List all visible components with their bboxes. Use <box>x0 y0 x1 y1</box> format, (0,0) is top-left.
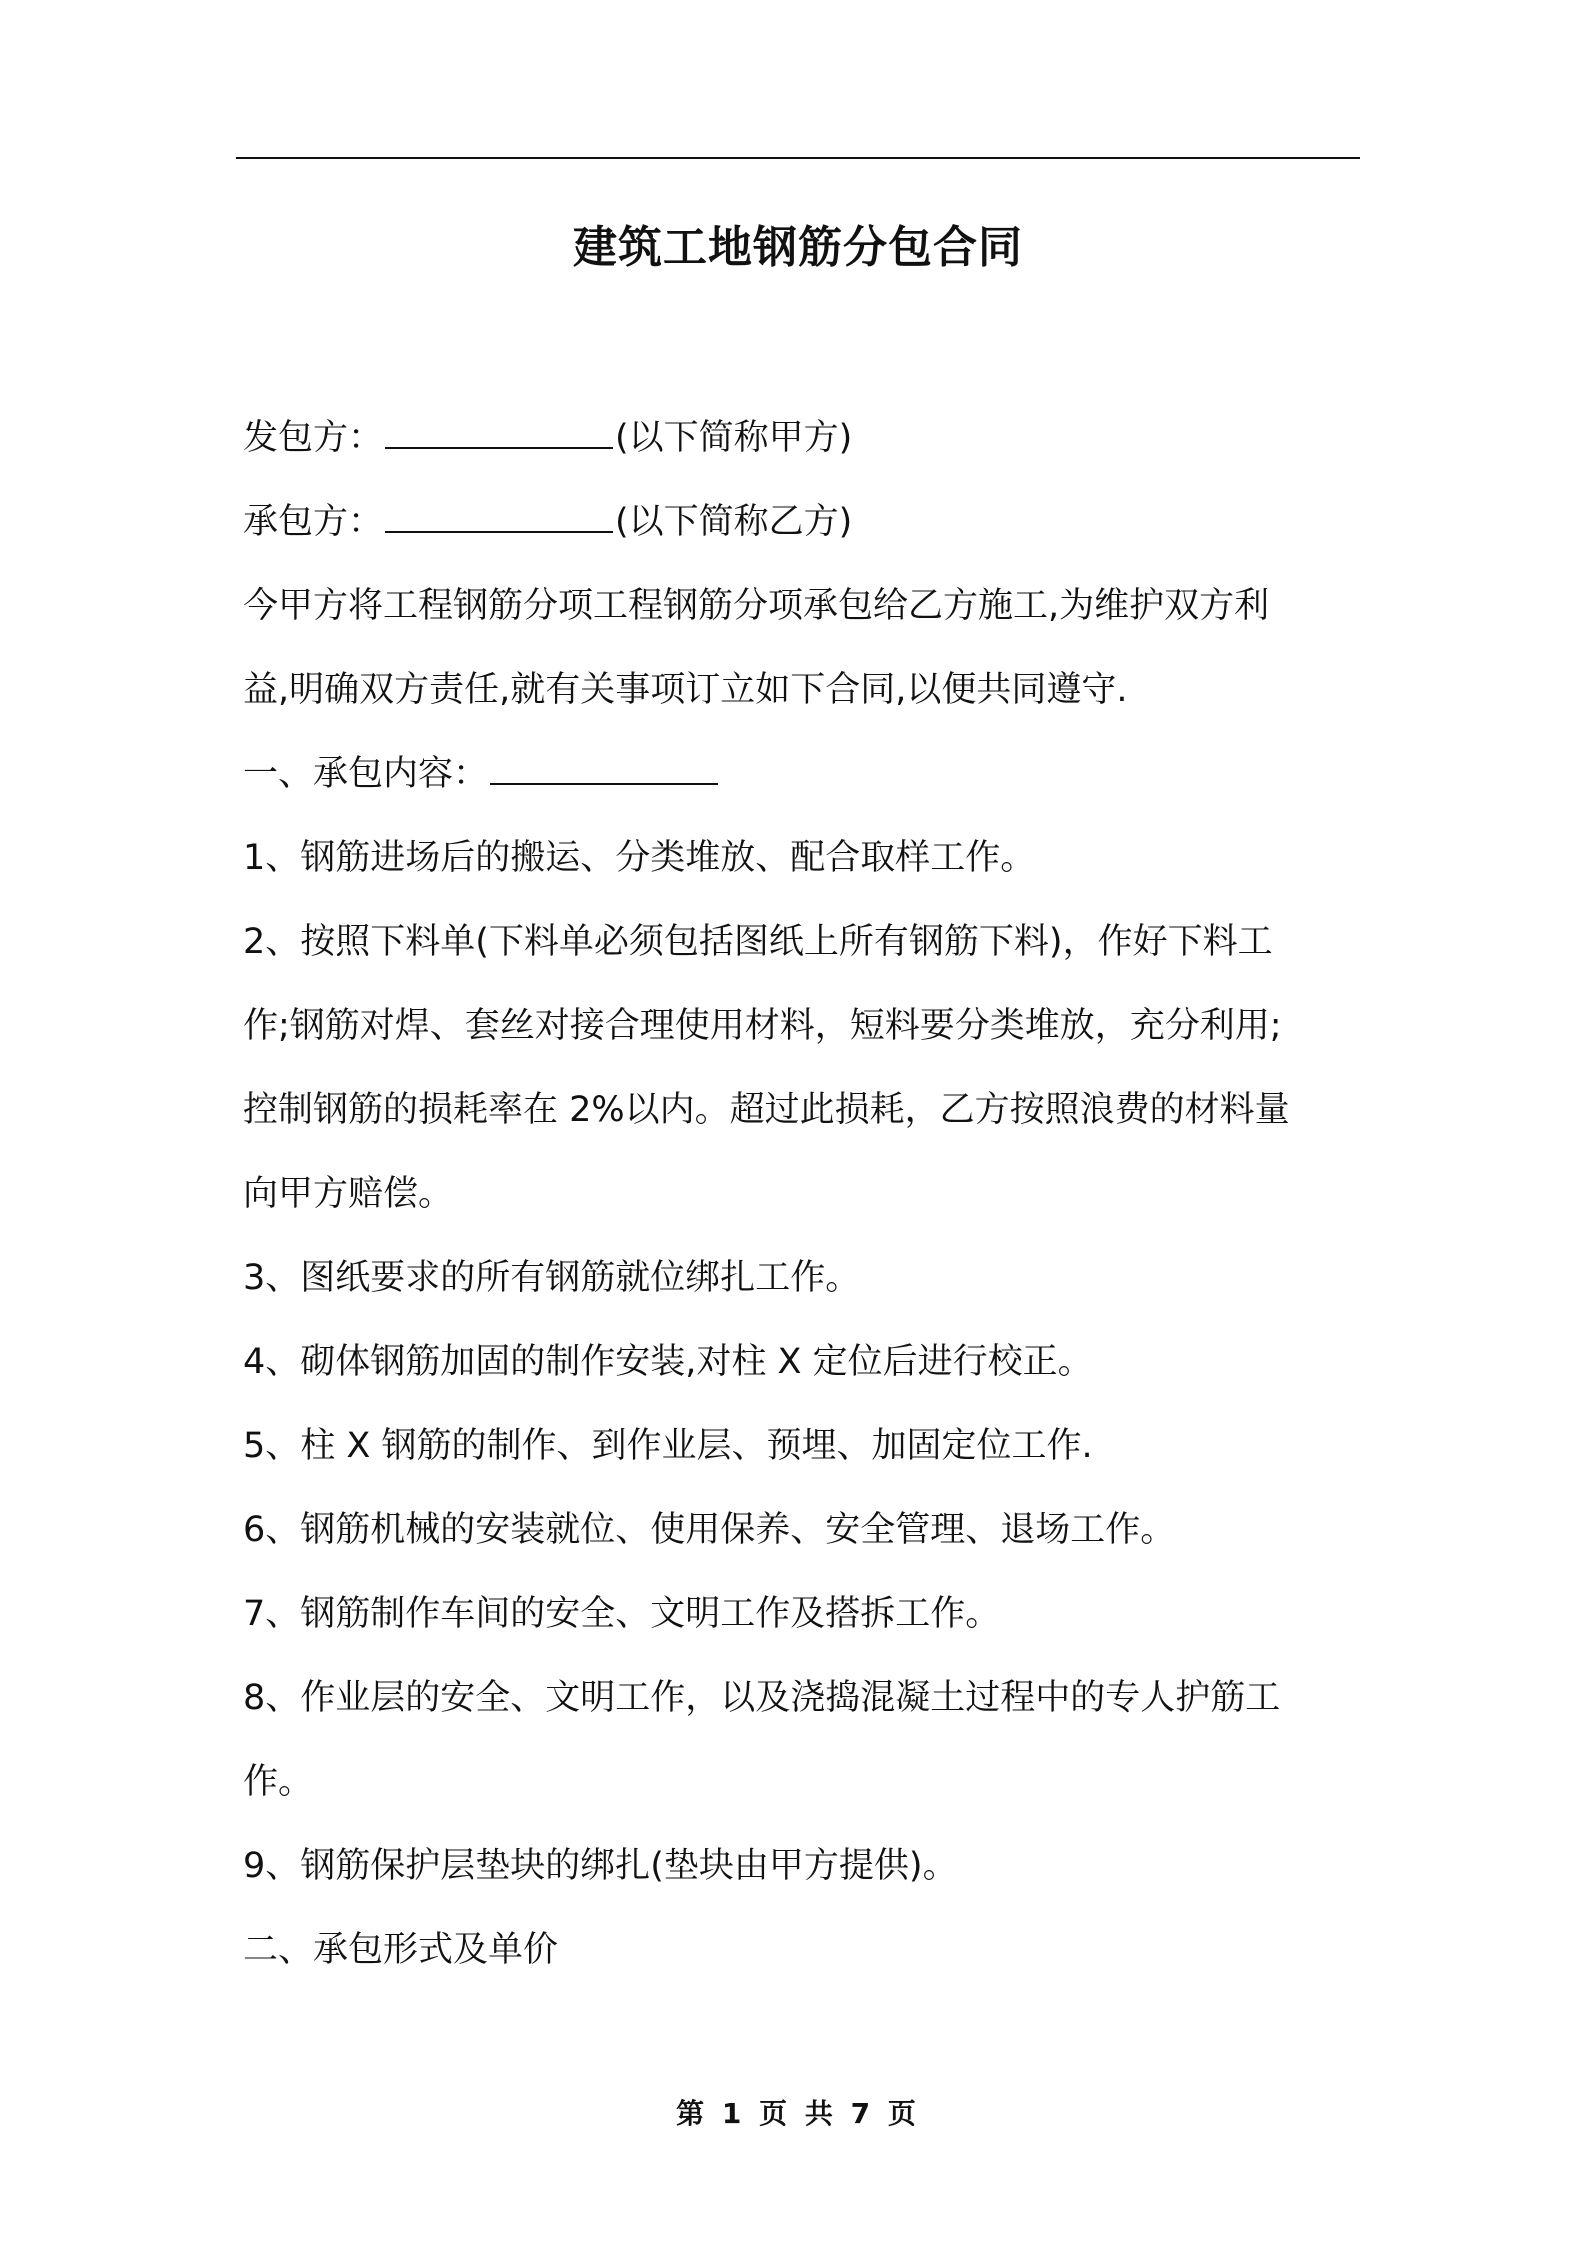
document-body <box>243 410 1363 2006</box>
party-b-note: (以下简称乙方) <box>615 502 853 542</box>
list-item: 5、柱 X 钢筋的制作、到作业层、预埋、加固定位工作. <box>243 1426 1093 1466</box>
list-item: 9、钢筋保护层垫块的绑扎(垫块由甲方提供)。 <box>243 1846 958 1886</box>
header-rule <box>236 157 1360 159</box>
scope-blank <box>490 752 718 786</box>
paragraph-line: 今甲方将工程钢筋分项工程钢筋分项承包给乙方施工,为维护双方利 <box>243 586 1270 626</box>
list-item: 8、作业层的安全、文明工作，以及浇捣混凝土过程中的专人护筋工 <box>243 1678 1281 1718</box>
party-a-note: (以下简称甲方) <box>615 418 853 458</box>
section-heading <box>243 746 1363 830</box>
party-b-line <box>243 494 1363 578</box>
list-item: 4、砌体钢筋加固的制作安装,对柱 X 定位后进行校正。 <box>243 1342 1093 1382</box>
party-b-blank <box>385 500 613 534</box>
list-item-continuation: 作;钢筋对焊、套丝对接合理使用材料，短料要分类堆放，充分利用; <box>243 1006 1282 1046</box>
list-item: 7、钢筋制作车间的安全、文明工作及搭拆工作。 <box>243 1594 1001 1634</box>
list-item: 1、钢筋进场后的搬运、分类堆放、配合取样工作。 <box>243 838 1036 878</box>
list-item: 2、按照下料单(下料单必须包括图纸上所有钢筋下料)，作好下料工 <box>243 922 1273 962</box>
list-item: 6、钢筋机械的安装就位、使用保养、安全管理、退场工作。 <box>243 1510 1176 1550</box>
section-heading: 二、承包形式及单价 <box>243 1930 559 1970</box>
section-1-label: 一、承包内容： <box>243 754 489 794</box>
party-a-line <box>243 410 1363 494</box>
list-item-continuation: 控制钢筋的损耗率在 2%以内。超过此损耗，乙方按照浪费的材料量 <box>243 1090 1290 1130</box>
list-item-continuation: 向甲方赔偿。 <box>243 1174 454 1214</box>
list-item-continuation: 作。 <box>243 1762 314 1802</box>
page-footer: 第 1 页 共 7 页 <box>676 2097 920 2130</box>
party-a-label: 发包方： <box>243 418 384 458</box>
paragraph-line: 益,明确双方责任,就有关事项订立如下合同,以便共同遵守. <box>243 670 1128 710</box>
party-a-blank <box>385 416 613 450</box>
document-title: 建筑工地钢筋分包合同 <box>573 222 1023 273</box>
party-b-label: 承包方： <box>243 502 384 542</box>
list-item: 3、图纸要求的所有钢筋就位绑扎工作。 <box>243 1258 861 1298</box>
